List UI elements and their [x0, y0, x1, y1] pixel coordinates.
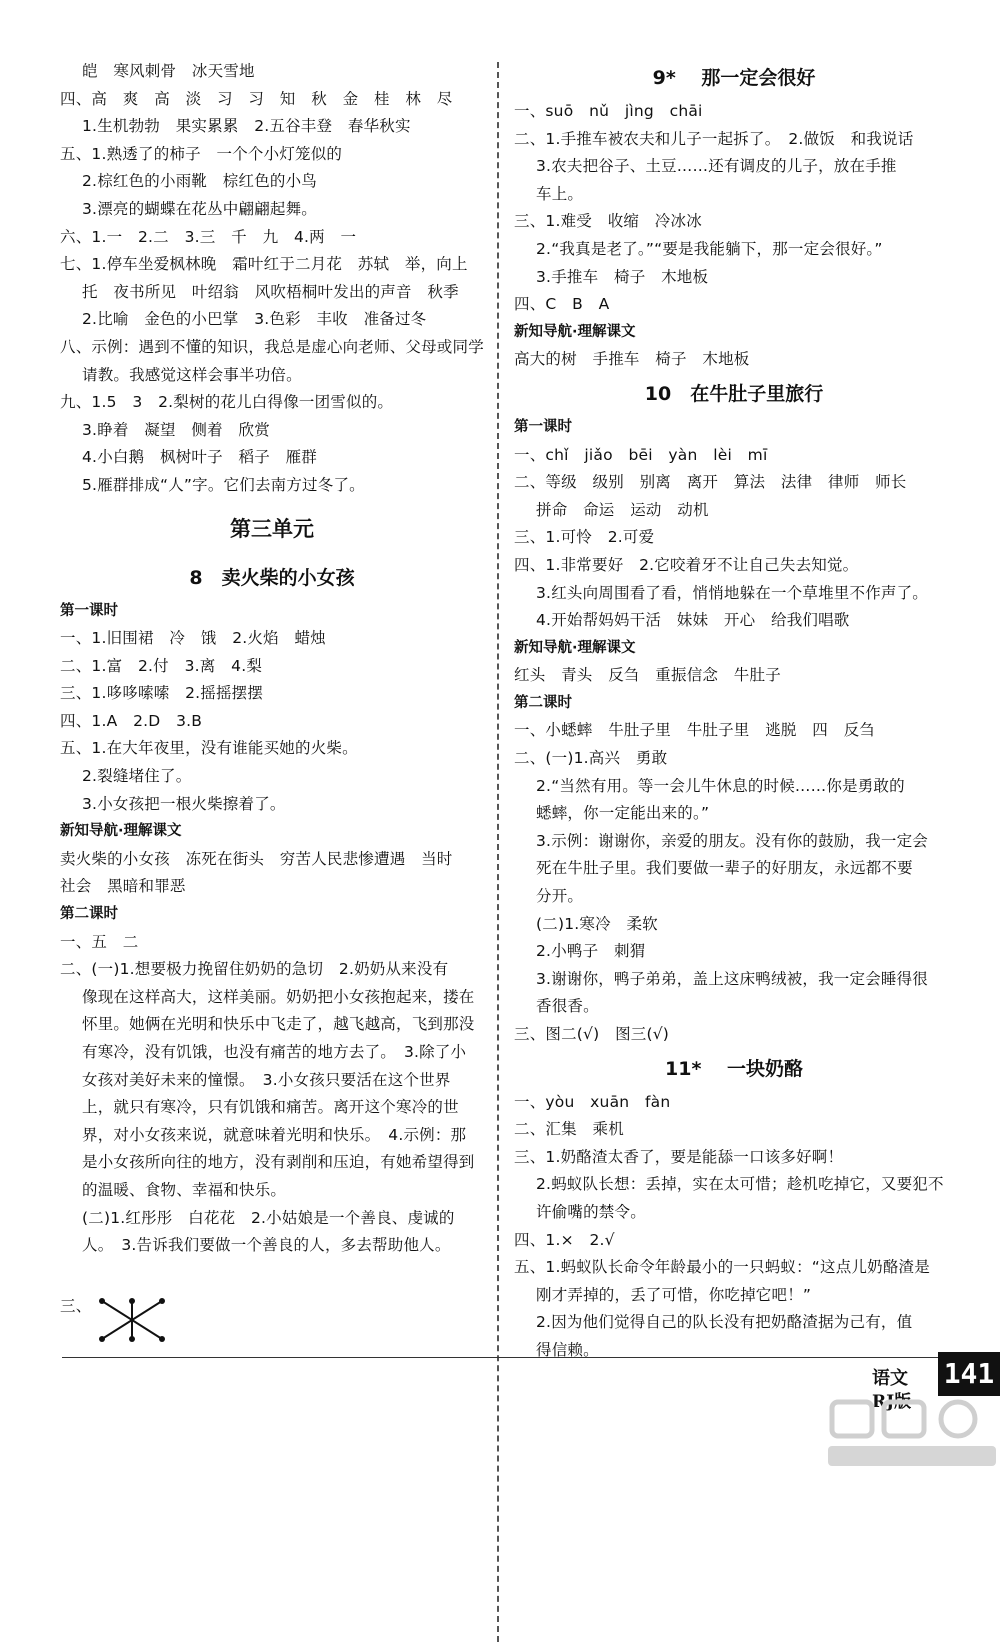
answer-line: 死在牛肚子里。我们要做一辈子的好朋友，永远都不要 [536, 859, 913, 878]
answer-line: 高大的树 手推车 椅子 木地板 [514, 350, 750, 369]
answer-line: 四、高 爽 高 淡 习 习 知 秋 金 桂 林 尽 [60, 89, 453, 108]
answer-line: 拼命 命运 运动 动机 [536, 500, 709, 519]
answer-line: 请教。我感觉这样会事半功倍。 [82, 365, 302, 384]
answers-block-unit2 [60, 58, 484, 500]
answer-line: 社会 黑暗和罪恶 [60, 877, 186, 896]
answer-line: 九、1.5 3 2.梨树的花儿白得像一团雪似的。 [60, 393, 394, 412]
answer-line: 五、1.在大年夜里，没有谁能买她的火柴。 [60, 739, 358, 758]
section-heading: 第一课时 [514, 418, 572, 435]
answer-line: 二、等级 级别 别离 离开 算法 法律 律师 师长 [514, 473, 907, 492]
answers-block-lesson10 [514, 414, 954, 1049]
answer-line: 3.谢谢你，鸭子弟弟，盖上这床鸭绒被，我一定会睡得很 [536, 969, 928, 988]
answer-line: 六、1.一 2.二 3.三 千 九 4.两 一 [60, 227, 357, 246]
answers-block-lesson8 [60, 598, 484, 1260]
answer-line: 四、C B A [514, 295, 610, 314]
answer-line: 3.小女孩把一根火柴擦着了。 [82, 794, 286, 813]
section-heading: 第二课时 [60, 906, 118, 923]
answer-line: 红头 青头 反刍 重振信念 牛肚子 [514, 666, 781, 685]
answer-line: 3.漂亮的蝴蝶在花丛中翩翩起舞。 [82, 199, 317, 218]
answer-line: 卖火柴的小女孩 冻死在街头 穷苦人民悲惨遭遇 当时 [60, 849, 453, 868]
answer-line: 3.睁着 凝望 侧着 欣赏 [82, 420, 270, 439]
lesson-10-title: 10 在牛肚子里旅行 [644, 382, 824, 405]
right-column [514, 58, 954, 1365]
answer-line: 1.生机勃勃 果实累累 2.五谷丰登 春华秋实 [82, 117, 411, 136]
lesson-11-title: 11* 一块奶酪 [665, 1057, 803, 1080]
page-number: 141 [938, 1352, 1000, 1396]
answer-line: 2.比喻 金色的小巴掌 3.色彩 丰收 准备过冬 [82, 310, 427, 329]
watermark-logo [820, 1398, 1000, 1471]
answer-line: 4.小白鹅 枫树叶子 稻子 雁群 [82, 448, 317, 467]
answer-line: 托 夜书所见 叶绍翁 风吹梧桐叶发出的声音 秋季 [82, 282, 459, 301]
answer-line: 2.“我真是老了。”“要是我能躺下，那一定会很好。” [536, 239, 883, 258]
section-heading: 新知导航·理解课文 [60, 823, 182, 840]
section-heading: 新知导航·理解课文 [514, 323, 636, 340]
match-lines [102, 1301, 162, 1339]
answer-line: (二)1.红彤彤 白花花 2.小姑娘是一个善良、虔诚的 [82, 1208, 455, 1227]
answer-line: 一、yòu xuān fàn [514, 1092, 671, 1111]
answer-line: 二、(一)1.想要极力挽留住奶奶的急切 2.奶奶从来没有 [60, 960, 449, 979]
answer-line: 3.手推车 椅子 木地板 [536, 267, 709, 286]
answer-line: 四、1.非常要好 2.它咬着牙不让自己失去知觉。 [514, 555, 859, 574]
answer-line: (二)1.寒冷 柔软 [536, 914, 658, 933]
section-heading: 第一课时 [60, 602, 118, 619]
answer-line: 界，对小女孩来说，就意味着光明和快乐。 4.示例：那 [82, 1125, 467, 1144]
answer-line: 一、五 二 [60, 932, 139, 951]
answer-line: 一、1.旧围裙 冷 饿 2.火焰 蜡烛 [60, 629, 326, 648]
answer-line: 三、1.奶酪渣太香了，要是能舔一口该多好啊！ [514, 1147, 844, 1166]
answer-line: 5.雁群排成“人”字。它们去南方过冬了。 [82, 475, 365, 494]
answer-line: 2.“当然有用。等一会儿牛休息的时候……你是勇敢的 [536, 776, 905, 795]
answer-line: 三、1.难受 收缩 冷冰冰 [514, 212, 702, 231]
answer-line: 三、图二(√) 图三(√) [514, 1025, 670, 1043]
matching-label: 三、 [60, 1297, 92, 1315]
answer-line: 四、1.× 2.√ [514, 1230, 615, 1249]
answer-line: 2.棕红色的小雨靴 棕红色的小鸟 [82, 172, 317, 191]
answers-block-lesson9 [514, 98, 954, 374]
answer-line: 2.因为他们觉得自己的队长没有把奶酪渣据为己有，值 [536, 1313, 913, 1332]
answer-line: 人。 3.告诉我们要做一个善良的人，多去帮助他人。 [82, 1236, 451, 1255]
answer-line: 4.开始帮妈妈干活 妹妹 开心 给我们唱歌 [536, 611, 850, 630]
answer-line: 香很香。 [536, 997, 599, 1016]
answer-line: 车上。 [536, 184, 584, 203]
answer-line: 有寒冷，没有饥饿，也没有痛苦的地方去了。 3.除了小 [82, 1043, 467, 1061]
answer-line: 分开。 [536, 887, 584, 906]
lesson-8-title: 8 卖火柴的小女孩 [189, 566, 355, 589]
section-heading: 第二课时 [514, 694, 572, 711]
answer-line: 一、小蟋蟀 牛肚子里 牛肚子里 逃脱 四 反刍 [514, 721, 876, 740]
answer-line: 3.示例：谢谢你，亲爱的朋友。没有你的鼓励，我一定会 [536, 831, 928, 850]
answer-line: 许偷嘴的禁令。 [536, 1202, 646, 1221]
answer-line: 怀里。她俩在光明和快乐中飞走了，越飞越高，飞到那没 [82, 1015, 475, 1034]
answer-line: 二、1.手推车被农夫和儿子一起拆了。 2.做饭 和我说话 [514, 129, 914, 148]
footer-rule [62, 1357, 938, 1358]
answer-line: 的温暖、食物、幸福和快乐。 [82, 1180, 287, 1199]
answer-line: 上，就只有寒冷，只有饥饿和痛苦。离开这个寒冷的世 [82, 1098, 459, 1117]
lesson-9-title: 9* 那一定会很好 [652, 67, 816, 89]
answer-line: 女孩对美好未来的憧憬。 3.小女孩只要活在这个世界 [82, 1070, 451, 1089]
answer-line: 二、1.富 2.付 3.离 4.梨 [60, 656, 263, 675]
matching-lines-diagram [94, 1293, 204, 1353]
answer-line: 三、1.可怜 2.可爱 [514, 528, 655, 547]
answer-line: 一、chǐ jiǎo bēi yàn lèi mī [514, 445, 768, 464]
answer-line: 像现在这样高大，这样美丽。奶奶把小女孩抱起来，搂在 [82, 987, 475, 1006]
answer-line: 七、1.停车坐爱枫林晚 霜叶红于二月花 苏轼 举，向上 [60, 255, 468, 274]
answer-line: 刚才弄掉的，丢了可惜，你吃掉它吧！” [536, 1285, 812, 1304]
answer-line: 二、汇集 乘机 [514, 1120, 624, 1139]
answer-line: 2.裂缝堵住了。 [82, 767, 192, 786]
answer-line: 皑 寒风刺骨 冰天雪地 [82, 62, 255, 80]
answer-line: 二、(一)1.高兴 勇敢 [514, 749, 668, 768]
section-heading: 新知导航·理解课文 [514, 639, 636, 656]
answers-block-lesson11 [514, 1089, 954, 1365]
answer-line: 八、示例：遇到不懂的知识，我总是虚心向老师、父母或同学 [60, 337, 484, 356]
answer-line: 2.蚂蚁队长想：丢掉，实在太可惜；趁机吃掉它，又要犯不 [536, 1175, 944, 1194]
answer-line: 五、1.熟透了的柿子 一个个小灯笼似的 [60, 144, 343, 163]
answer-line: 得信赖。 [536, 1340, 599, 1359]
answer-line: 2.小鸭子 刺猬 [536, 942, 646, 961]
left-column [60, 58, 484, 1260]
answer-line: 3.红头向周围看了看，悄悄地躲在一个草堆里不作声了。 [536, 583, 928, 602]
answer-line: 一、suō nǔ jìng chāi [514, 102, 703, 120]
answer-line: 五、1.蚂蚁队长命令年龄最小的一只蚂蚁：“这点儿奶酪渣是 [514, 1258, 930, 1277]
unit-title: 第三单元 [230, 516, 314, 541]
footer-edition: RJ版 [872, 1392, 912, 1412]
answer-line: 四、1.A 2.D 3.B [60, 711, 203, 730]
column-divider [497, 62, 499, 1642]
footer-subject: 语文 [872, 1368, 908, 1389]
answer-line: 蟋蟀，你一定能出来的。” [536, 804, 710, 823]
answer-line: 3.农夫把谷子、土豆……还有调皮的儿子，放在手推 [536, 157, 897, 176]
answer-line: 三、1.哆哆嗦嗦 2.摇摇摆摆 [60, 684, 264, 703]
answer-line: 是小女孩所向往的地方，没有剥削和压迫，有她希望得到 [82, 1153, 475, 1172]
